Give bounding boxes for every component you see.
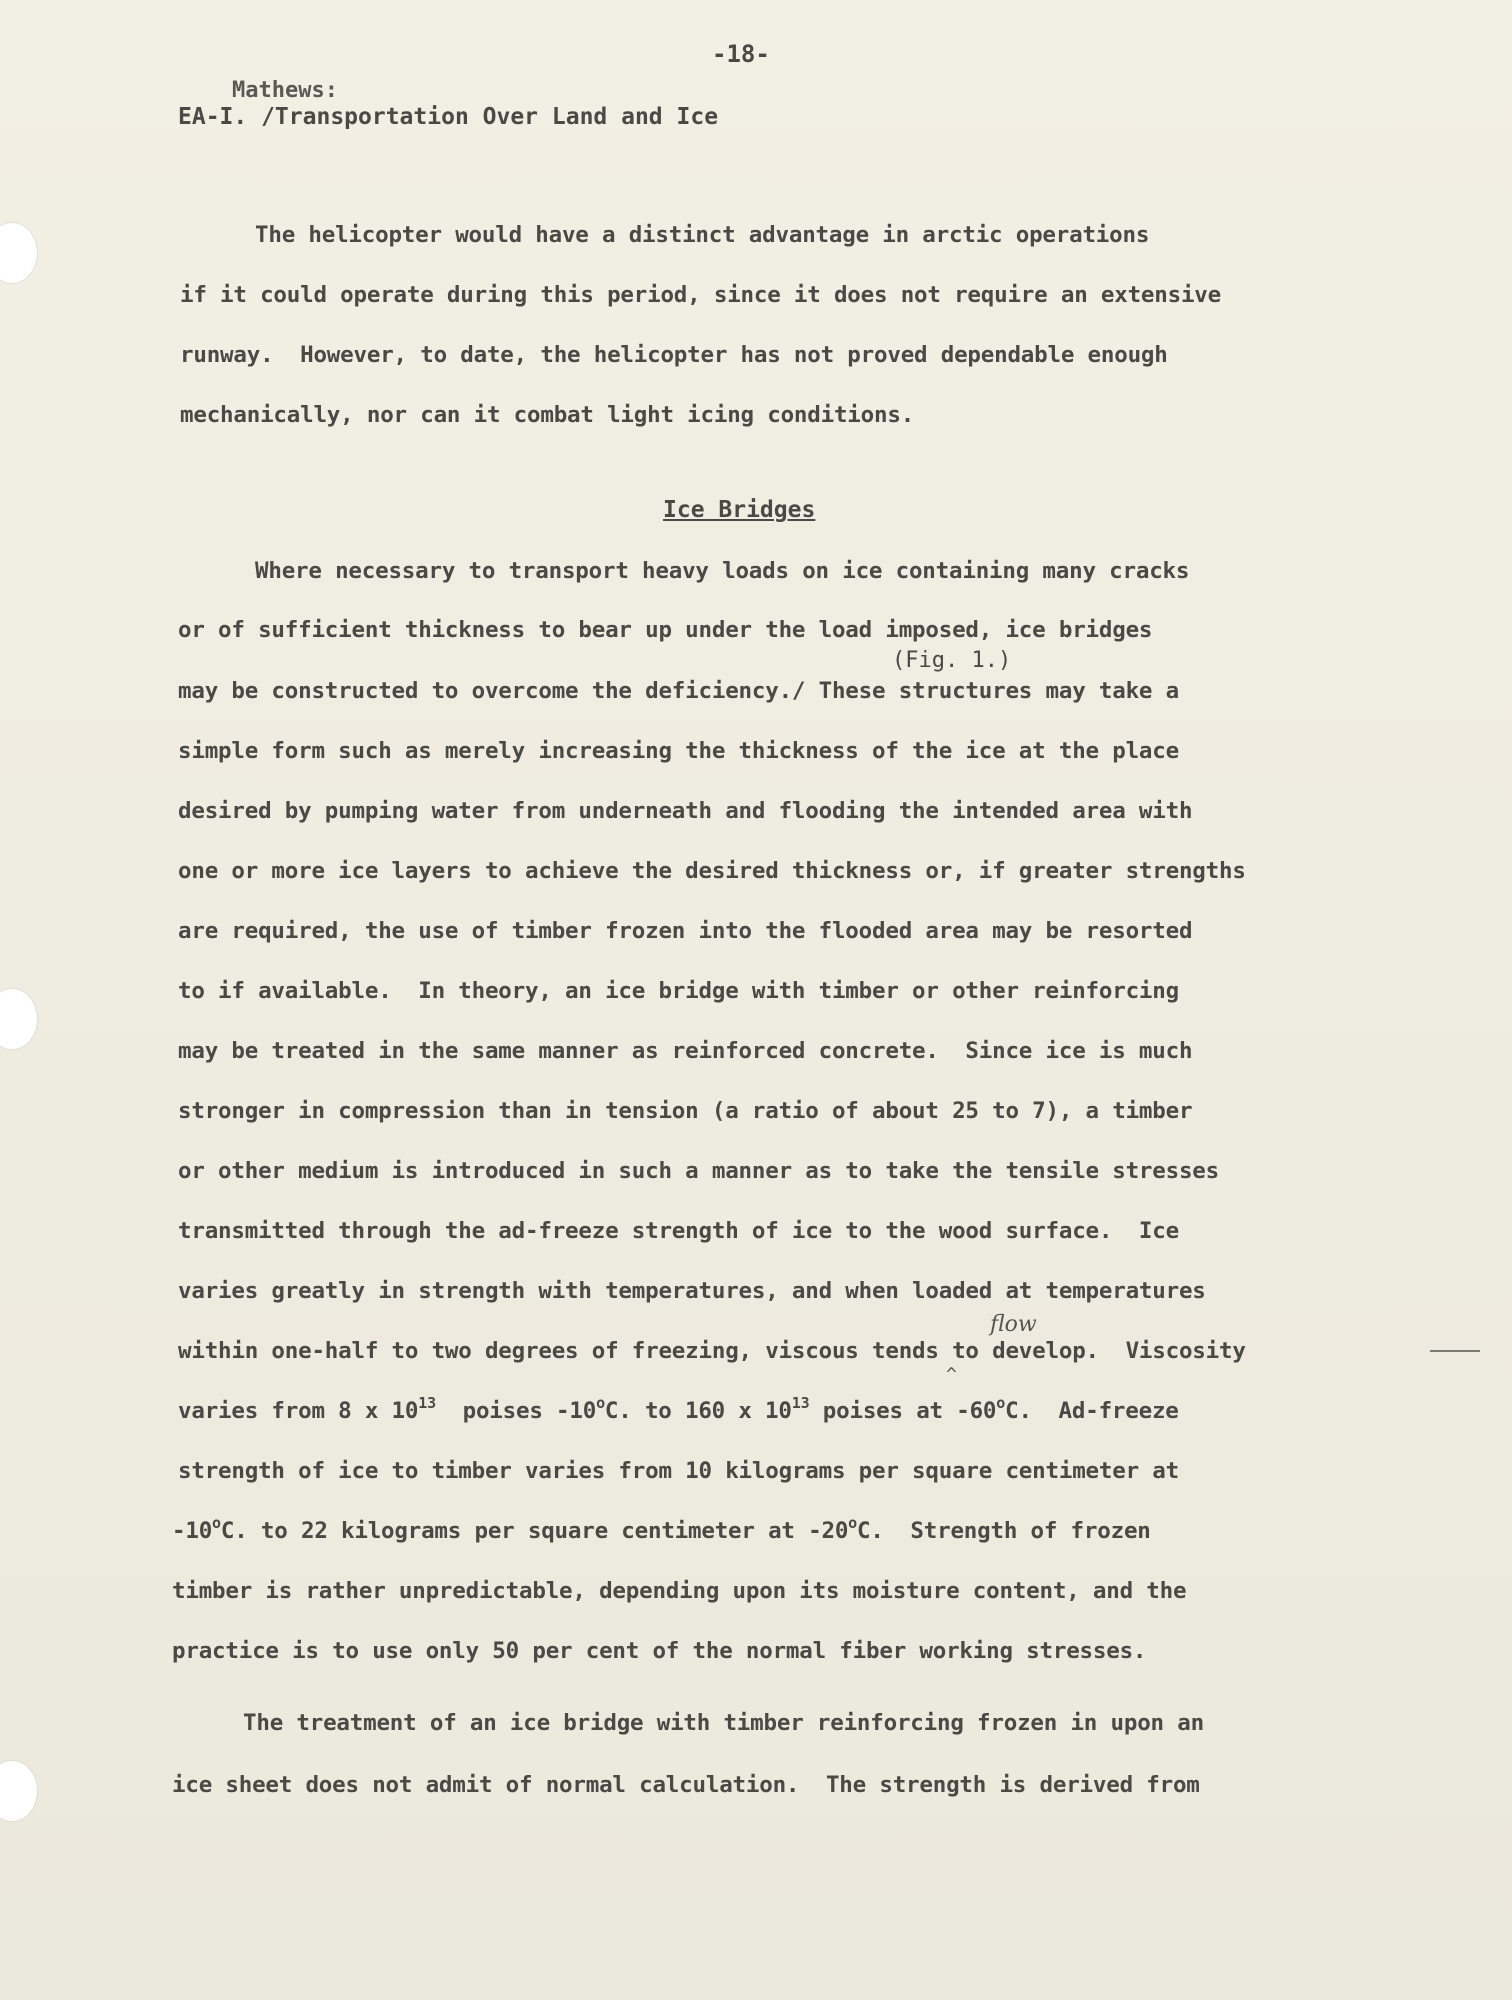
para2-line-10: stronger in compression than in tension (a ratio of about 25 to 7), a timber (178, 1098, 1193, 1124)
para2-line-15: varies from 8 x $10^{13}$ poises -10$^o$C. to 160 x $10^{13}$ poises at -60$^o$C. Ad-freeze (178, 1394, 1179, 1424)
para2-line-5: desired by pumping water from underneath and flooding the intended area with (178, 798, 1193, 824)
para2-line-8: to if available. In theory, an ice bridge with timber or other reinforcing (178, 978, 1179, 1004)
para1-line-1: The helicopter would have a distinct advantage in arctic operations (255, 222, 1150, 248)
para3-line-2: ice sheet does not admit of normal calculation. The strength is derived from (172, 1772, 1200, 1798)
para2-line-1: Where necessary to transport heavy loads on ice containing many cracks (255, 558, 1190, 584)
para1-line-2: if it could operate during this period, since it does not require an extensive (180, 282, 1221, 308)
para2-line-12: transmitted through the ad-freeze strength of ice to the wood surface. Ice (178, 1218, 1179, 1244)
page-number: -18- (712, 40, 770, 68)
handwritten-flow-annotation: flow (990, 1312, 1037, 1337)
header-name: Mathews: (232, 78, 338, 103)
margin-mark (1430, 1350, 1480, 1352)
para2-line-3: may be constructed to overcome the deficiency./ These structures may take a (178, 678, 1179, 704)
para1-line-3: runway. However, to date, the helicopter has not proved dependable enough (180, 342, 1168, 368)
para2-line-13: varies greatly in strength with temperatures, and when loaded at temperatures (178, 1278, 1206, 1304)
para2-line-14: within one-half to two degrees of freezing, viscous tends to develop. Viscosity (178, 1338, 1246, 1364)
para2-line-16: strength of ice to timber varies from 10 kilograms per square centimeter at (178, 1458, 1179, 1484)
para2-line-2: or of sufficient thickness to bear up under the load imposed, ice bridges (178, 617, 1153, 643)
para2-line-7: are required, the use of timber frozen into the flooded area may be resorted (178, 918, 1193, 944)
para1-line-4: mechanically, nor can it combat light icing conditions. (180, 402, 915, 428)
para2-line-9: may be treated in the same manner as reinforced concrete. Since ice is much (178, 1038, 1193, 1064)
para2-line-17: -10$^o$C. to 22 kilograms per square centimeter at -20$^o$C. Strength of frozen (172, 1514, 1151, 1544)
punch-hole-middle (0, 988, 38, 1050)
fig-annotation: (Fig. 1.) (892, 648, 1012, 673)
insertion-caret: ^ (946, 1364, 957, 1385)
para2-line-19: practice is to use only 50 per cent of the normal fiber working stresses. (172, 1638, 1147, 1664)
para2-line-11: or other medium is introduced in such a manner as to take the tensile stresses (178, 1158, 1219, 1184)
para3-line-1: The treatment of an ice bridge with timber reinforcing frozen in upon an (243, 1710, 1204, 1736)
para2-line-6: one or more ice layers to achieve the desired thickness or, if greater strengths (178, 858, 1246, 884)
header-title: EA-I. /Transportation Over Land and Ice (178, 104, 719, 130)
para2-line-18: timber is rather unpredictable, depending upon its moisture content, and the (172, 1578, 1187, 1604)
punch-hole-top (0, 222, 38, 284)
section-heading: Ice Bridges (663, 497, 816, 523)
punch-hole-bottom (0, 1760, 38, 1822)
para2-line-4: simple form such as merely increasing the thickness of the ice at the place (178, 738, 1179, 764)
